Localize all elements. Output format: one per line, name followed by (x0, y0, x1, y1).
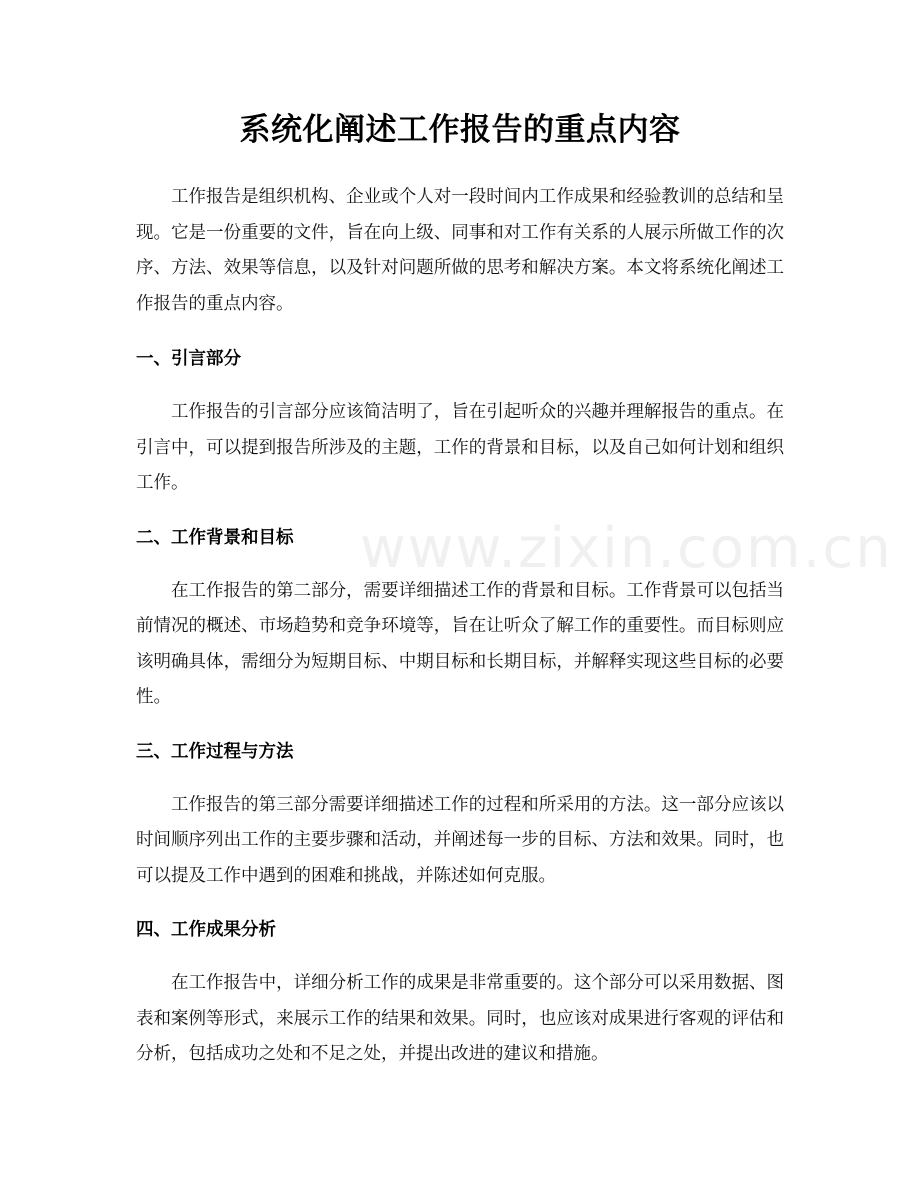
section-background-goals (136, 520, 784, 716)
section-results-analysis (136, 912, 784, 1073)
section-paragraph: 工作报告的引言部分应该简洁明了，旨在引起听众的兴趣并理解报告的重点。在引言中，可以提到报告所涉及的主题，工作的背景和目标，以及自己如何计划和组织工作。 (136, 402, 784, 493)
section-heading: 二、工作背景和目标 (136, 527, 294, 548)
section-process-methods (136, 734, 784, 895)
section-heading: 三、工作过程与方法 (136, 741, 294, 762)
watermark: www.zixin.com.cn (360, 516, 893, 581)
section-heading: 四、工作成果分析 (136, 920, 276, 940)
section-paragraph: 工作报告的第三部分需要详细描述工作的过程和所采用的方法。这一部分应该以时间顺序列出工作的主要步骤和活动，并阐述每一步的目标、方法和效果。同时，也可以提及工作中遇到的困难和挑战，并陈述如何克服。 (136, 794, 784, 886)
page-title: 系统化阐述工作报告的重点内容 (239, 112, 681, 148)
section-paragraph: 在工作报告的第二部分，需要详细描述工作的背景和目标。工作背景可以包括当前情况的概述、市场趋势和竞争环境等，旨在让听众了解工作的重要性。而目标则应该明确具体，需细分为短期目标、中期目标和长期目标，并解释实现这些目标的必要性。 (136, 580, 784, 707)
section-heading: 一、引言部分 (136, 349, 241, 369)
section-introduction (136, 341, 784, 502)
section-paragraph: 在工作报告中，详细分析工作的成果是非常重要的。这个部分可以采用数据、图表和案例等形式，来展示工作的结果和效果。同时，也应该对成果进行客观的评估和分析，包括成功之处和不足之处，并提出改进的建议和措施。 (136, 973, 784, 1064)
intro-paragraph: 工作报告是组织机构、企业或个人对一段时间内工作成果和经验教训的总结和呈现。它是一份重要的文件，旨在向上级、同事和对工作有关系的人展示所做工作的次序、方法、效果等信息，以及针对问题所做的思考和解决方案。本文将系统化阐述工作报告的重点内容。 (136, 187, 784, 314)
